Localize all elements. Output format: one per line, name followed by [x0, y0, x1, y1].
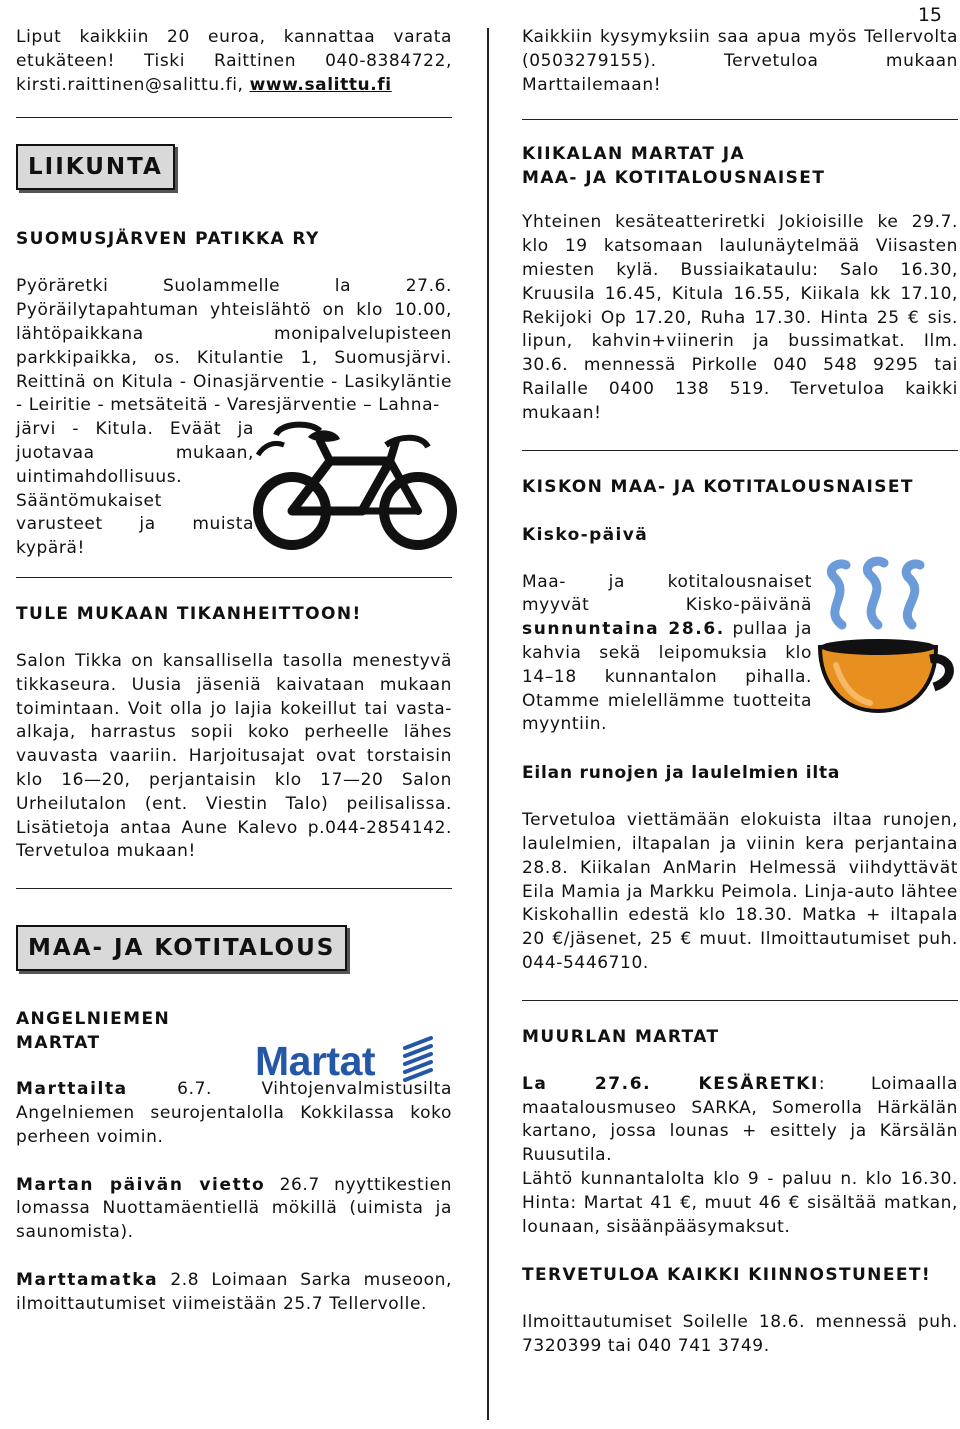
separator — [522, 450, 958, 451]
angelniemi-heading-2: MARTAT — [16, 1033, 101, 1054]
marttailta-body: 6.7. Vihtojenvalmistusilta Angelniemen seurojentalolla Kokkilassa koko perheen voimin. — [16, 1079, 452, 1147]
section-heading-liikunta: LIIKUNTA — [16, 144, 175, 190]
separator — [522, 119, 958, 120]
kisko-heading: KISKON MAA- JA KOTITALOUSNAISET — [522, 476, 914, 497]
marttamatka-text — [16, 1269, 452, 1317]
kiskopaiva-date: sunnuntaina 28.6. — [522, 619, 725, 640]
patikka-text-narrow: järvi - Kitula. Eväät ja juotavaa mukaan, uintimahdollisuus. Sääntömukaiset varusteet ja muista kypärä! — [16, 419, 254, 559]
section-heading-maa: MAA- JA KOTITALOUS — [16, 925, 347, 971]
intro-text — [16, 26, 452, 97]
kiskopaiva-body-2: pullaa ja kahvia sekä leipomuksia klo 14–18 kunnantalon pihalla. Otamme mielellämme tuotteita myyntiin. — [522, 619, 812, 735]
signup-text: Ilmoittautumiset Soilelle 18.6. mennessä puh. 7320399 tai 040 741 3749. — [522, 1312, 958, 1357]
muurla-lead: La 27.6. KESÄRETKI — [522, 1073, 819, 1094]
martanpaiva-text — [16, 1174, 452, 1245]
left-column — [16, 26, 452, 1317]
kiikala-heading-1: KIIKALAN MARTAT JA — [522, 144, 745, 165]
kiskopaiva-heading: Kisko-päivä — [522, 524, 649, 545]
patikka-heading: SUOMUSJÄRVEN PATIKKA RY — [16, 229, 320, 250]
kiikala-heading-2: MAA- JA KOTITALOUSNAISET — [522, 168, 826, 189]
welcome-heading: TERVETULOA KAIKKI KIINNOSTUNEET! — [522, 1265, 931, 1286]
maa-box-wrap — [16, 925, 452, 971]
kiskopaiva-text — [522, 571, 812, 738]
liikunta-box-wrap — [16, 144, 452, 190]
marttailta-lead: Marttailta — [16, 1079, 128, 1100]
eila-heading: Eilan runojen ja laulelmien ilta — [522, 763, 841, 784]
column-divider — [487, 28, 489, 1420]
separator — [16, 888, 452, 889]
tikka-text: Salon Tikka on kansallisella tasolla menestyvä tikkaseura. Uusia jäseniä kaivataan mukaan toimintaan. Voit olla jo lajia kokeillut tai vasta-alkaja, harrastus sopii koko perheelle lähes vauvasta vaariin. Harjoitusajat ovat torstaisin klo 16—20, perjantaisin klo 17—20 Salon Urheilutalon (ent. Viestin Talo) peilisalissa. Lisätietoja antaa Aune Kalevo p.044-2854142. Tervetuloa mukaan! — [16, 650, 452, 862]
muurla-text — [522, 1073, 958, 1168]
tikka-heading: TULE MUKAAN TIKANHEITTOON! — [16, 603, 362, 624]
separator — [16, 117, 452, 118]
separator — [16, 577, 452, 578]
muurla-text-2: Lähtö kunnantalolta klo 9 - paluu n. klo 16.30. Hinta: Martat 41 €, muut 46 € sisältää matkan, lounaan, sisäänpääsymaksut. — [522, 1168, 958, 1237]
intro-body: Liput kaikkiin 20 euroa, kannattaa varata etukäteen! Tiski Raittinen 040-8384722, kirsti.raittinen@salittu.fi, — [16, 27, 452, 95]
kiikala-text: Yhteinen kesäteatteriretki Jokioisille ke 29.7. klo 19 katsomaan laulunäytelmää Viisasten miesten kylä. Bussiaikataulu: Salo 16.30, Kruusila 16.45, Kitula 16.55, Kiikala kk 17.10, Rekijoki Op 17.20, Ruha 17.30. Hinta 25 € sis. lipun, kahvin+viinerin ja bussimatkat. Ilm. 30.6. mennessä Pirkolle 040 548 9295 tai Railalle 0400 138 519. Tervetuloa kaikki mukaan! — [522, 212, 958, 423]
salittu-link[interactable]: www.salittu.fi — [249, 74, 392, 95]
muurla-heading: MUURLAN MARTAT — [522, 1026, 720, 1047]
coffee-cup-icon — [812, 555, 958, 725]
marttamatka-lead: Marttamatka — [16, 1269, 159, 1290]
marttamatka-body: 2.8 Loimaan Sarka museoon, ilmoittautumiset viimeistään 25.7 Tellervolle. — [16, 1269, 452, 1314]
separator — [522, 1000, 958, 1001]
kiskopaiva-body-1: Maa- ja kotitalousnaiset myyvät Kisko-päivänä — [522, 571, 812, 616]
martanpaiva-lead: Martan päivän vietto — [16, 1174, 266, 1195]
muurla-body-1: : Loimaalla maatalousmuseo SARKA, Somerolla Härkälän kartano, jossa lounas + esittely ja Kärsälän Ruusutila. — [522, 1073, 958, 1166]
eila-text: Tervetuloa viettämään elokuista iltaa runojen, laulelmien, iltapalan ja viinin kera perjantaina 28.8. Kiikalan AnMarin Helmessä viihdyttävät Eila Mamia ja Markku Peimola. Linja-auto lähtee Kiskohallin edestä klo 18.30. Matka + iltapala 20 €/jäsenet, 25 € muut. Ilmoittautumiset puh. 044-5446710. — [522, 810, 958, 973]
page-number: 15 — [917, 4, 942, 26]
martanpaiva-body: 26.7 nyyttikestien lomassa Nuottamäentiellä mökillä (uimista ja saunomista). — [16, 1174, 452, 1243]
martat-logo-text: Martat — [255, 1038, 376, 1084]
tellervo-intro: Kaikkiin kysymyksiin saa apua myös Tellervolta (0503279155). Tervetuloa mukaan Marttailemaan! — [522, 27, 958, 95]
patikka-text: Pyöräretki Suolammelle la 27.6. Pyöräilytapahtuman yhteislähtö on klo 10.00, lähtöpaikkana monipalvelupisteen parkkipaikka, os. Kitulantie 1, Suomusjärvi. Reittinä on Kitula - Oinasjärventie - Lasikyläntie - Leiritie - metsäteitä - Varesjärventie – Lahna- — [16, 276, 452, 416]
martat-logo — [255, 1030, 435, 1090]
bicycle-icon — [250, 419, 460, 559]
angelniemi-heading-1: ANGELNIEMEN — [16, 1009, 171, 1030]
